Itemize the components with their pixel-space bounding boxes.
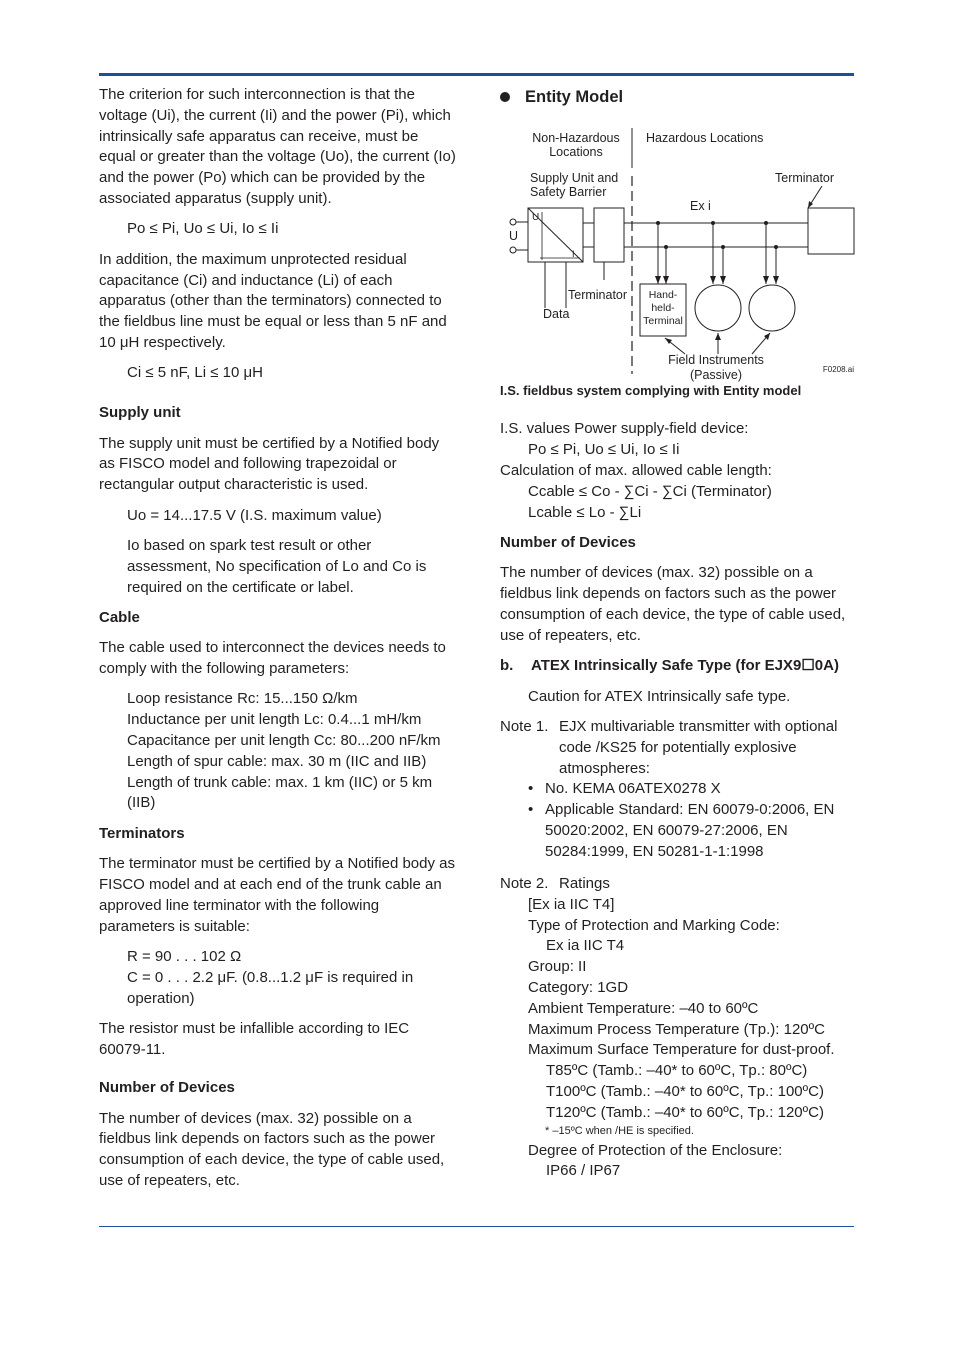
devices-heading-left: Number of Devices: [99, 1079, 235, 1097]
cable-param: Length of spur cable: max. 30 m (IIC and IIB): [127, 752, 427, 770]
rating-group: Group: II: [528, 958, 587, 976]
rating-process: Maximum Process Temperature (Tp.): 120ºC: [528, 1020, 825, 1038]
equation-power: Po ≤ Pi, Uo ≤ Ui, Io ≤ Ii: [127, 220, 279, 238]
rating-t120: T120ºC (Tamb.: –40* to 60ºC, Tp.: 120ºC): [546, 1103, 824, 1121]
cable-param: Loop resistance Rc: 15...150 Ω/km: [127, 690, 358, 708]
note-1-text: EJX multivariable transmitter with optional code /KS25 for potentially explosive atmospheres:: [559, 717, 838, 777]
arrow-head-icon: [663, 276, 669, 284]
junction-dot-icon: [656, 221, 660, 225]
addition-paragraph: In addition, the maximum unprotected residual capacitance (Ci) and inductance (Li) of each apparatus (other than the terminators) connected to the fieldbus line must be equal or less than 5 nF and 10 μH respectively.: [99, 250, 447, 351]
atex-caution: Caution for ATEX Intrinsically safe type.: [528, 687, 791, 705]
cable-param: Capacitance per unit length Cc: 80...200 nF/km: [127, 732, 441, 750]
arrow-head-icon: [763, 276, 769, 284]
bullet-text: No. KEMA 06ATEX0278 X: [545, 780, 721, 798]
devices-heading-right: Number of Devices: [500, 533, 636, 551]
ccable-equation: Ccable ≤ Co - ∑Ci - ∑Ci (Terminator): [528, 482, 772, 500]
supply-io: Io based on spark test result or other assessment, No specification of Lo and Co is required on the certificate or label.: [127, 536, 427, 596]
left-column: [99, 85, 459, 1192]
terminal-circle-icon: [510, 247, 516, 253]
figure-id: F0208.ai: [822, 364, 854, 374]
rating-category: Category: 1GD: [528, 979, 629, 997]
rating-type-value: Ex ia IIC T4: [546, 937, 625, 955]
terminators-heading: Terminators: [99, 824, 185, 842]
cable-heading: Cable: [99, 608, 140, 626]
arrow-head-icon: [655, 276, 661, 284]
u-small-label: U: [532, 211, 540, 223]
rating-ambient: Ambient Temperature: –40 to 60ºC: [528, 999, 759, 1017]
terminal-circle-icon: [510, 219, 516, 225]
note-1-bullet: [500, 800, 860, 862]
field-instruments-label-2: (Passive): [689, 367, 743, 382]
arrow-head-icon: [715, 333, 721, 340]
intro-paragraph: The criterion for such interconnection is that the voltage (Ui), the current (Ii) and the power (Pi), which intrinsically safe apparatus can receive, must be equal or greater than the voltage (Uo), the current (Io) and the power (Po) which can be provided by the associated apparatus (supply unit).: [99, 86, 456, 207]
junction-dot-icon: [664, 245, 668, 249]
note-2-title: Ratings: [559, 875, 610, 893]
arrow-head-icon: [720, 276, 726, 284]
terminator-right-label: Terminator: [775, 170, 835, 185]
atex-heading: [500, 656, 860, 677]
hazardous-label: Hazardous Locations: [646, 130, 764, 145]
supply-heading: Supply unit: [99, 404, 181, 422]
bullet-icon: •: [528, 780, 534, 798]
terminator-values: [99, 947, 459, 1009]
entity-model-title: Entity Model: [525, 88, 624, 106]
supply-unit-label-2: Safety Barrier: [530, 184, 607, 199]
supply-i-label: I: [572, 248, 575, 259]
data-label: Data: [543, 306, 570, 321]
entity-model-heading: [500, 87, 860, 108]
note-2-label: Note 2.: [500, 875, 549, 893]
cable-param: Length of trunk cable: max. 1 km (IIC) or 5 km (IIB): [127, 773, 433, 812]
arrow-head-icon: [710, 276, 716, 284]
calc-line: Calculation of max. allowed cable length:: [500, 461, 772, 479]
non-hazardous-label-2: Locations: [549, 144, 603, 159]
field-instruments-label-1: Field Instruments: [668, 352, 764, 367]
equation-capacitance: Ci ≤ 5 nF, Li ≤ 10 μH: [127, 364, 263, 382]
terminator-left-label: Terminator: [568, 287, 628, 302]
rating-t100: T100ºC (Tamb.: –40* to 60ºC, Tp.: 100ºC): [546, 1083, 824, 1101]
atex-letter: b.: [500, 657, 514, 675]
rating-type: Type of Protection and Marking Code:: [528, 916, 780, 934]
supply-unit-label-1: Supply Unit and: [530, 170, 619, 185]
junction-dot-icon: [711, 221, 715, 225]
lcable-equation: Lcable ≤ Lo - ∑Li: [528, 503, 642, 521]
supply-uo: Uo = 14...17.5 V (I.S. maximum value): [127, 506, 382, 524]
top-rule: [99, 73, 854, 76]
u-left-label: U: [509, 228, 519, 243]
field-instrument-circle: [749, 285, 795, 331]
atex-title: ATEX Intrinsically Safe Type (for EJX9☐0A): [531, 657, 839, 675]
bullet-icon: •: [528, 801, 534, 819]
rating-t85: T85ºC (Tamb.: –40* to 60ºC, Tp.: 80ºC): [546, 1062, 808, 1080]
rating-degree: Degree of Protection of the Enclosure:: [528, 1141, 783, 1159]
terminator-r: R = 90 . . . 102 Ω: [127, 948, 242, 966]
figure-caption: I.S. fieldbus system complying with Entity model: [500, 382, 802, 398]
is-values-block: [500, 419, 860, 523]
ratings-block: [500, 895, 860, 1182]
entity-model-diagram: [500, 112, 860, 382]
rating-surface: Maximum Surface Temperature for dust-proof.: [528, 1041, 835, 1059]
rating-footnote: * –15ºC when /HE is specified.: [545, 1124, 694, 1137]
bottom-rule: [99, 1226, 854, 1227]
note-1-bullet: [500, 779, 860, 800]
bullet-dot-icon: [500, 92, 510, 102]
cable-paragraph: The cable used to interconnect the devices needs to comply with the following parameters:: [99, 639, 446, 678]
resistor-paragraph: The resistor must be infallible according to IEC 60079-11.: [99, 1020, 410, 1058]
is-values-line: I.S. values Power supply-field device:: [500, 420, 749, 438]
note-1-label: Note 1.: [500, 717, 549, 735]
junction-dot-icon: [764, 221, 768, 225]
handheld-label-2: held-: [651, 301, 675, 314]
bullet-text: Applicable Standard: EN 60079-0:2006, EN 50020:2002, EN 60079-27:2006, EN 50284:1999, EN 50281-1-1:1998: [545, 801, 835, 860]
junction-dot-icon: [774, 245, 778, 249]
devices-paragraph-left: The number of devices (max. 32) possible on a fieldbus link depends on factors such as the power consumption of each device, the type of cable used, use of repeaters, etc.: [99, 1109, 445, 1189]
terminator-right-box: [808, 208, 854, 254]
handheld-label-1: Hand-: [648, 288, 678, 301]
supply-paragraph: The supply unit must be certified by a Notified body as FISCO model and following trapezoidal or rectangular output characteristic is used.: [99, 434, 440, 494]
cable-parameters: [99, 689, 459, 814]
arrow-head-icon: [773, 276, 779, 284]
terminator-c: C = 0 . . . 2.2 μF. (0.8...1.2 μF is required in operation): [127, 968, 414, 1007]
non-hazardous-label-1: Non-Hazardous: [532, 130, 620, 145]
is-values-equation: Po ≤ Pi, Uo ≤ Ui, Io ≤ Ii: [528, 441, 680, 459]
note-1: [500, 717, 860, 779]
terminators-paragraph: The terminator must be certified by a Notified body as FISCO model and at each end of the trunk cable an approved line terminator with the following parameters is suitable:: [99, 855, 456, 935]
devices-paragraph-right: The number of devices (max. 32) possible on a fieldbus link depends on factors such as the power consumption of each device, the type of cable used, use of repeaters, etc.: [500, 564, 846, 644]
handheld-label-3: Terminal: [643, 314, 683, 327]
note-2: [500, 874, 860, 895]
junction-dot-icon: [721, 245, 725, 249]
cable-param: Inductance per unit length Lc: 0.4...1 mH/km: [127, 711, 422, 729]
right-column: [500, 85, 860, 1182]
rating-ip: IP66 / IP67: [546, 1162, 621, 1180]
rating-ex: [Ex ia IIC T4]: [528, 895, 615, 913]
ex-i-label: Ex i: [690, 198, 711, 213]
terminator-left-box: [594, 208, 624, 262]
field-instrument-circle: [695, 285, 741, 331]
